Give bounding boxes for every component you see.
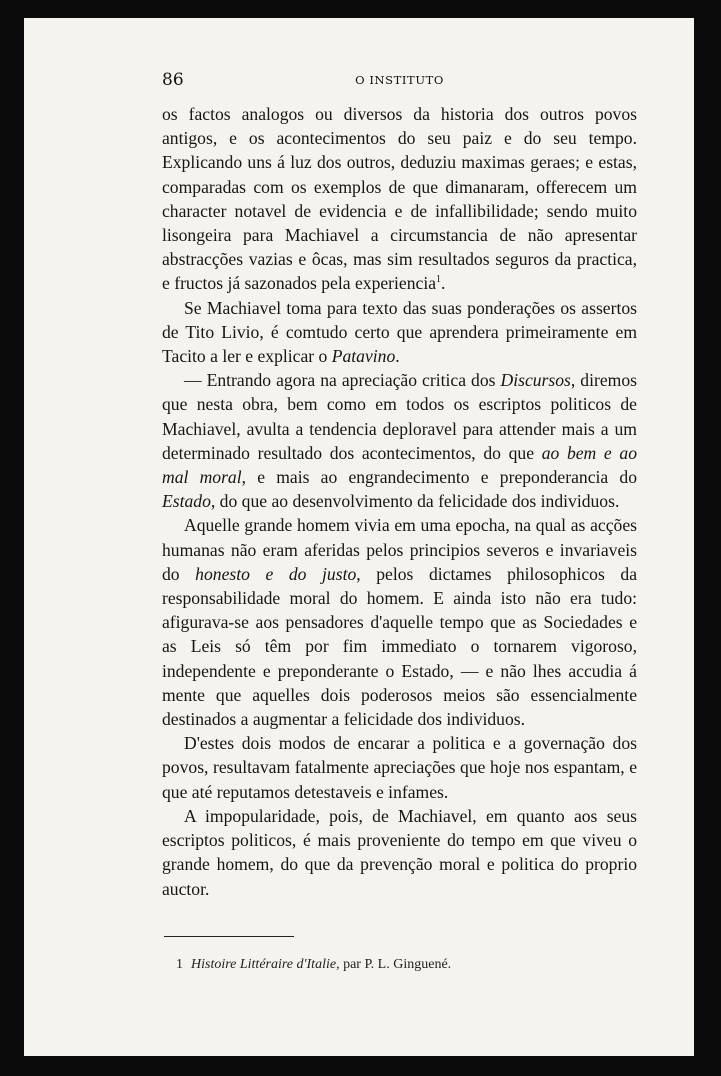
footnote-reference[interactable]: 1 xyxy=(436,274,442,286)
paragraph-1: os factos analogos ou diversos da historia dos outros povos antigos, e os acontecimentos do seu paiz e do seu tempo. Explicando uns á luz dos outros, deduziu maximas geraes; e estas, comparadas com os exemplos de que dimanaram, offerecem um character notavel de evidencia e de infallibilidade; sendo muito lisongeira para Machiavel a circumstancia de não apresentar abstracções vazias e ôcas, mas sim resultados seguros da practica, e fructos já sazonados pela experiencia$^1$. xyxy=(162,104,637,294)
footnote-citation: , par P. L. Ginguené. xyxy=(336,957,452,972)
page-header xyxy=(162,70,637,94)
footnote-title: Histoire Littéraire d'Italie xyxy=(191,957,337,972)
running-title: O INSTITUTO xyxy=(355,73,444,87)
paragraph-2: Se Machiavel toma para texto das suas ponderações os assertos de Tito Livio, é comtudo certo que aprendera primeiramente em Tacito a ler e explicar o Patavino. xyxy=(162,297,637,367)
footnote-divider xyxy=(164,936,294,937)
paragraph-3: — Entrando agora na apreciação critica dos Discursos, diremos que nesta obra, bem como em todos os escriptos politicos de Machiavel, avulta a tendencia deploravel para attender mais a um determinado resultado dos acontecimentos, do que ao bem e ao mal moral, e mais ao engrandecimento e preponderancia do Estado, do que ao desenvolvimento da felicidade dos individuos. xyxy=(162,370,638,512)
footnote xyxy=(176,957,636,973)
paragraph-5: D'estes dois modos de encarar a politica e a governação dos povos, resultavam fatalmente apreciações que hoje nos espantam, e que até reputamos detestaveis e infames. xyxy=(162,733,637,802)
footnote-marker: 1 xyxy=(176,957,183,972)
paragraph-6: A impopularidade, pois, de Machiavel, em quanto aos seus escriptos politicos, é mais proveniente do tempo em que viveu o grande homem, do que da prevenção moral e politica do proprio auctor. xyxy=(162,805,637,899)
page-number: 86 xyxy=(162,70,184,90)
paragraph-4: Aquelle grande homem vivia em uma epocha, na qual as acções humanas não eram aferidas pelos principios severos e invariaveis do honesto e do justo, pelos dictames philosophicos da responsabilidade moral do homem. E ainda isto não era tudo: afigurava-se aos pensadores d'aquelle tempo que as Sociedades e as Leis só têm por fim immediato o tornarem vigoroso, independente e preponderante o Estado, — e não lhes accudia á mente que aquelles dois poderosos meios são essencialmente destinados a augmentar a felicidade dos individuos. xyxy=(162,515,637,730)
body-text xyxy=(162,102,637,901)
